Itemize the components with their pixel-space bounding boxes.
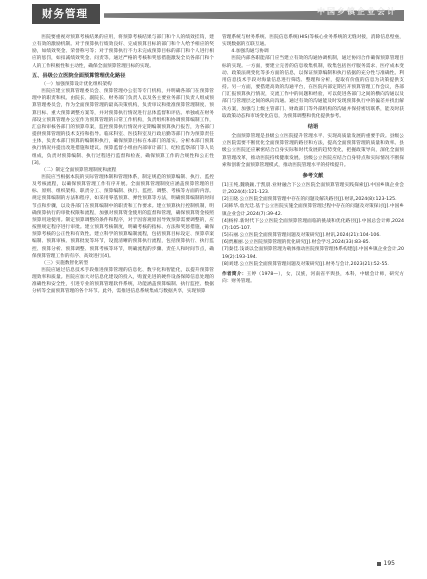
left-column	[32, 34, 214, 296]
author-label: 作者简介：	[222, 271, 247, 277]
paragraph: 医院应通过信息技术手段推进预算管理的信息化、数字化和智能化，以提升预算管理效率和质量。医院应加大对信息化建设的投入，购置先进的硬件设备保障信息处理的准确性和安全性，引进专业的预算管理软件系统，功能涵盖预算编制、执行监控、数据分析等全面预算管理的各个环节。此外，需推进信息系统集成与数据共享，实现预算	[32, 268, 214, 295]
reference-item: [8]刘建.公立医院全面预算管理问题及对策研究[J].财务与会计,2023(21):52-55.	[222, 261, 389, 267]
subsection-heading: （三）实施数智化转型	[41, 260, 89, 266]
journal-brand: 中国乡镇企业会计	[317, 6, 397, 16]
section-heading: 五、县级公立医院全面预算管理优化路径	[32, 72, 126, 79]
author-bio	[222, 271, 404, 285]
page-number	[377, 560, 395, 567]
reference-item: [7]秦佳.浅谈以全面预算管理为载体推动医院预算管理体系构建[J].中国乡镇企业会计,2019(2):193-194.	[222, 247, 404, 260]
reference-item: [2]王晓.公立医院全面预算管理中存在的问题及解决路径[J].财讯,2024(8):123-125.	[222, 197, 397, 203]
author-bio-text: 王婷（1978—），女，汉族，河南省平舆县，本科，中级会计师，研究方向：财务管理。	[222, 271, 404, 284]
paragraph: 医院应当根据本院的实际管理体制和管理体系，制定规范的预算编制、执行、监控及考核流程，以确保预算管理工作有序开展。全面预算管理制度应涵盖预算管理的目标、原则、组织架构、职责分工、预算编制、执行、监控、调整、考核等方面的内容。规定预算编制的方法和程序，如采用零基预算、弹性预算等方法，明确预算编制的时间节点和步骤，以及各部门在预算编制中的职责和工作要求。建立预算执行控制机制，明确预算执行的审批权限和流程，加强对预算资金使用的监督和管理，确保预算资金按照预算用途使用。制定预算调整的条件和程序，对于因客观原因导致预算需要调整的，应按照规定程序进行审批。建立预算考核制度，明确考核的指标、方法和奖惩措施，确保预算考核的公正性和有效性。建立科学的预算编制流程，包括预算目标设定、预算草案编制、预算审核、预算批复等环节，设置清晰的预算执行流程，包括预算执行、执行监控、预算分析、预算调整、预算考核等环节，明确流程的步骤、责任人和时间节点，确保预算管理工作的有序、高效进行[4]。	[32, 174, 214, 259]
paragraph: 管理系统与财务系统、医院信息系统(HIS)等核心业务系统的无缝对接，消除信息壁垒，实现数据的互联互通。	[222, 35, 404, 48]
conclusion-heading: 结语	[307, 123, 319, 130]
paragraph: 医院要重视对预算考核结果的应用，将预算考核结果与部门和个人的绩效挂钩，建立有效的激励机制。对于预算执行绩效良好、完成预算目标的部门和个人给予相应的奖励，如绩效奖金、荣誉称号等；对于预算执行不力未完成预算目标的部门和个人进行相应的惩罚，如扣减绩效奖金、问责等。通过严格的考核和奖惩措施激发全员各部门和个人的工作积极性和主动性，确保全面预算管理目标的实现。	[32, 35, 214, 69]
paragraph: 医院应建立预算管理委员会、预算管理办公室等专门机构，并明确各部门在预算管理中的职责和权。由院长、副院长、财务部门负责人以及各主要业务部门负责人组成预算管理委员会，作为全面预算管理的最高决策机构，负责审议和批准预算管理制度、预算目标、重大预算调整方案等，并对预算执行情况进行总体监督和评估。单独或在财务部设立预算管理办公室作为预算管理的日常工作机构，负责组织和协调预算编制工作，汇总和审核各部门的预算草案，监控预算执行情况并定期编制预算执行报告，为各部门提供预算管理的技术支持和指导。临床科室、医技科室及行政后勤等部门作为预算责任主体，负责本部门预算的编制和执行，确保预算目标在本部门的落实。分析本部门预算执行情况并提出改进措施和建议。预算监督小组由内部审计部门、纪检监察部门等人员组成，负责对预算编制、执行过程进行监督和检查，确保预算工作的合规性和公正性[3]。	[32, 89, 214, 166]
subsection-heading: （一）加强预算设计优化组织架构	[41, 81, 112, 87]
paragraph: 医院内部各职能部门应当建立有效的沟通协调机制，通过协同合作确保预算管理目标的实现。一方面，要建立完善的信息收集机制，收集包括医疗服务需求、医疗成本变动、政策法规变化等多方面的信息，以保证预算编制和执行依据的充分性与准确性。利用信息技术手段对海量信息进行筛选、整理和分析，提取有价值的信息为决策提供支持。另一方面，要搭建高效的沟通平台，在医院内部定期召开预算管理工作会议，各部门汇报预算执行情况，交流工作中的问题和经验，可以促进各部门之间的横向沟通以及部门与管理层之间的纵向沟通。通过有效的沟通能及时发现预算执行中的偏差并找出解决方案，加强与上级主管部门、财政部门等外部机构的沟通并保持密切联系，能及时获取政策动态和市场变化信息，为预算调整和优化提供参考。	[222, 56, 404, 119]
bullet-icon	[377, 562, 381, 566]
reference-item: [5]石丽.公立医院全面预算管理问题及对策研究[J].财讯,2024(21):104-106.	[222, 233, 381, 239]
reference-item: [3]韩华,詹光廷.基于公立医院实施全面预算管理过程中存在的问题及对策探讨[J].中国乡镇企业会计,2024(7):39-42.	[222, 204, 404, 217]
reference-item: [4]杨梓.新时代下公立医院全面预算管理面临的挑战和优化路径[J].中国总会计师,2024(7):105-107.	[222, 218, 404, 231]
section-title: 财务管理	[32, 4, 100, 24]
reference-item: [1]王纯,魏晓颖,于凯晨.业财融合下公立医院全面预算管理实践探索[J].中国乡镇企业会计,2024(4):121-123.	[222, 182, 404, 196]
paragraph: 全面预算管理是县级公立医院提升管理水平、实现高质量发展的重要手段。县级公立医院需要不断优化全面预算管理的路径和方法，提高全面预算管理的质量和效率。县级公立医院还应紧密结合自身实际和时代发展的趋势变化，把握政策导向，深化全面预算管理改革，推动医院持续健康发展。县级公立医院应结合自身特点和实际情况不断探索和创新全面预算管理模式，推动医院管理水平的持续提升。	[222, 134, 404, 168]
subsection-heading: （二）制定全面预算管理制度和流程	[41, 167, 117, 173]
reference-list	[222, 182, 404, 268]
page-number-text: 195	[383, 560, 395, 567]
page-header	[0, 0, 427, 30]
subsection-heading: 4.加强沟通与协调	[231, 49, 269, 55]
reference-item: [6]贾雁丽.公立医院预算管理的优化研究[J].财会学习,2024(33):83-85.	[222, 240, 371, 246]
right-column	[222, 34, 404, 285]
references-heading: 参考文献	[302, 172, 324, 179]
